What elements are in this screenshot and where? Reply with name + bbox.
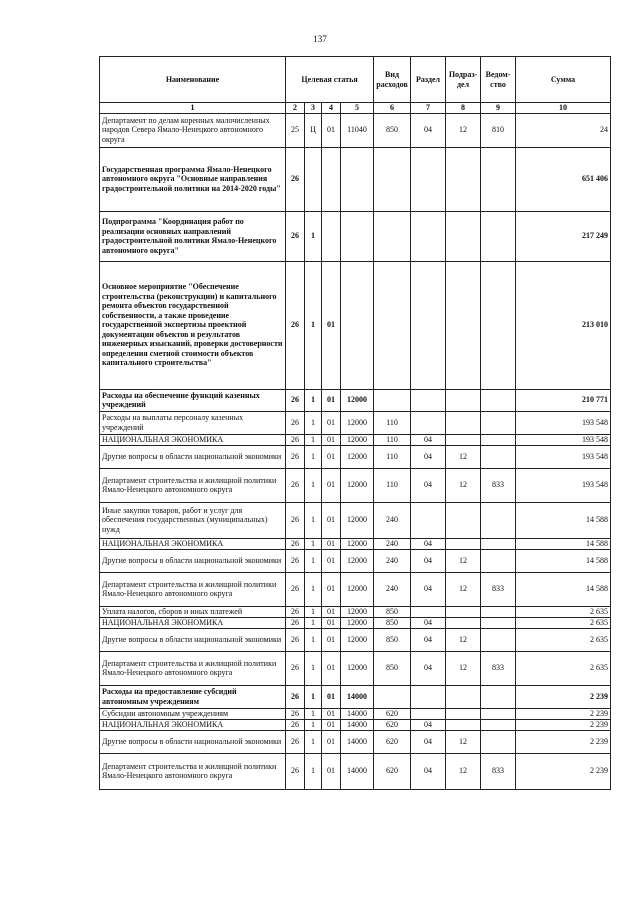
department-cell: 833 <box>481 651 516 685</box>
subsection-cell <box>446 411 481 434</box>
section-cell <box>411 389 446 411</box>
target-article-activity-cell: 01 <box>322 389 341 411</box>
amount-cell: 213 010 <box>516 261 611 389</box>
row-name-cell: Департамент по делам коренных малочисленных народов Севера Ямало-Ненецкого автономного округа <box>100 113 286 147</box>
department-cell <box>481 538 516 549</box>
target-article-subprogram-cell: 1 <box>305 753 322 789</box>
target-article-program-cell: 26 <box>286 411 305 434</box>
subsection-cell: 12 <box>446 730 481 753</box>
target-article-program-cell: 26 <box>286 147 305 211</box>
target-article-activity-cell: 01 <box>322 572 341 606</box>
column-number: 5 <box>341 103 374 114</box>
department-cell <box>481 261 516 389</box>
target-article-program-cell: 26 <box>286 628 305 651</box>
subsection-cell <box>446 389 481 411</box>
target-article-subprogram-cell: 1 <box>305 445 322 468</box>
target-article-subprogram-cell: 1 <box>305 411 322 434</box>
amount-cell: 2 635 <box>516 628 611 651</box>
target-article-program-cell: 26 <box>286 753 305 789</box>
department-cell: 833 <box>481 753 516 789</box>
expense-type-cell: 110 <box>374 468 411 502</box>
column-number: 8 <box>446 103 481 114</box>
subsection-cell <box>446 211 481 261</box>
target-article-subprogram-cell: 1 <box>305 685 322 708</box>
expense-type-cell: 110 <box>374 445 411 468</box>
row-name-cell: Расходы на обеспечение функций казенных учреждений <box>100 389 286 411</box>
table-row <box>100 628 611 651</box>
header-section: Раздел <box>411 57 446 103</box>
section-cell: 04 <box>411 730 446 753</box>
section-cell: 04 <box>411 628 446 651</box>
target-article-direction-cell: 14000 <box>341 753 374 789</box>
section-cell: 04 <box>411 113 446 147</box>
target-article-subprogram-cell: 1 <box>305 468 322 502</box>
target-article-activity-cell: 01 <box>322 628 341 651</box>
subsection-cell: 12 <box>446 468 481 502</box>
target-article-program-cell: 25 <box>286 113 305 147</box>
department-cell <box>481 719 516 730</box>
row-name-cell: Основное мероприятие "Обеспечение строительства (реконструкции) и капитального ремонта объектов государственной собственности, а также проведение государственной экспертизы проектной документации объектов и результатов инженерных изысканий, проверки достоверности определения сметной стоимости объектов капитального строительства" <box>100 261 286 389</box>
department-cell <box>481 445 516 468</box>
target-article-activity-cell: 01 <box>322 549 341 572</box>
table-row <box>100 113 611 147</box>
table-row <box>100 538 611 549</box>
column-numbers-row <box>100 103 611 114</box>
target-article-direction-cell: 12000 <box>341 502 374 538</box>
subsection-cell: 12 <box>446 572 481 606</box>
table-row <box>100 617 611 628</box>
target-article-activity-cell <box>322 211 341 261</box>
target-article-program-cell: 26 <box>286 538 305 549</box>
row-name-cell: НАЦИОНАЛЬНАЯ ЭКОНОМИКА <box>100 719 286 730</box>
expense-type-cell <box>374 685 411 708</box>
target-article-direction-cell: 11040 <box>341 113 374 147</box>
section-cell: 04 <box>411 468 446 502</box>
target-article-program-cell: 26 <box>286 468 305 502</box>
amount-cell: 193 548 <box>516 411 611 434</box>
target-article-activity-cell: 01 <box>322 411 341 434</box>
department-cell <box>481 502 516 538</box>
amount-cell: 651 406 <box>516 147 611 211</box>
column-number: 2 <box>286 103 305 114</box>
amount-cell: 14 588 <box>516 572 611 606</box>
target-article-direction-cell: 12000 <box>341 628 374 651</box>
amount-cell: 2 239 <box>516 685 611 708</box>
row-name-cell: Другие вопросы в области национальной экономики <box>100 730 286 753</box>
column-number: 7 <box>411 103 446 114</box>
row-name-cell: НАЦИОНАЛЬНАЯ ЭКОНОМИКА <box>100 434 286 445</box>
target-article-subprogram-cell: 1 <box>305 572 322 606</box>
target-article-program-cell: 26 <box>286 651 305 685</box>
expense-type-cell: 850 <box>374 628 411 651</box>
subsection-cell <box>446 685 481 708</box>
column-number: 4 <box>322 103 341 114</box>
table-row <box>100 651 611 685</box>
section-cell: 04 <box>411 719 446 730</box>
target-article-direction-cell: 12000 <box>341 445 374 468</box>
target-article-subprogram-cell <box>305 147 322 211</box>
expense-type-cell: 240 <box>374 572 411 606</box>
target-article-direction-cell: 12000 <box>341 411 374 434</box>
department-cell: 833 <box>481 468 516 502</box>
department-cell: 810 <box>481 113 516 147</box>
subsection-cell <box>446 261 481 389</box>
subsection-cell <box>446 538 481 549</box>
column-number: 10 <box>516 103 611 114</box>
department-cell <box>481 411 516 434</box>
table-row <box>100 685 611 708</box>
expense-type-cell: 110 <box>374 411 411 434</box>
department-cell: 833 <box>481 572 516 606</box>
target-article-direction-cell: 12000 <box>341 538 374 549</box>
section-cell: 04 <box>411 617 446 628</box>
table-row <box>100 445 611 468</box>
amount-cell: 2 635 <box>516 617 611 628</box>
table-row <box>100 147 611 211</box>
expense-type-cell: 110 <box>374 434 411 445</box>
row-name-cell: Подпрограмма "Координация работ по реализации основных направлений градостроительной политики Ямало-Ненецкого автономного округа" <box>100 211 286 261</box>
target-article-direction-cell: 12000 <box>341 651 374 685</box>
target-article-subprogram-cell: Ц <box>305 113 322 147</box>
header-department: Ведом-ство <box>481 57 516 103</box>
department-cell <box>481 147 516 211</box>
section-cell: 04 <box>411 651 446 685</box>
subsection-cell <box>446 147 481 211</box>
target-article-activity-cell: 01 <box>322 113 341 147</box>
header-target-article: Целевая статья <box>286 57 374 103</box>
row-name-cell: Департамент строительства и жилищной политики Ямало-Ненецкого автономного округа <box>100 651 286 685</box>
table-row <box>100 719 611 730</box>
expense-type-cell: 850 <box>374 113 411 147</box>
table-row <box>100 708 611 719</box>
target-article-program-cell: 26 <box>286 261 305 389</box>
department-cell <box>481 549 516 572</box>
table-row <box>100 468 611 502</box>
target-article-activity-cell: 01 <box>322 719 341 730</box>
table-body <box>100 113 611 789</box>
target-article-activity-cell: 01 <box>322 502 341 538</box>
subsection-cell: 12 <box>446 651 481 685</box>
section-cell: 04 <box>411 753 446 789</box>
amount-cell: 14 588 <box>516 502 611 538</box>
expense-type-cell <box>374 147 411 211</box>
target-article-activity-cell: 01 <box>322 753 341 789</box>
table-row <box>100 261 611 389</box>
amount-cell: 2 635 <box>516 651 611 685</box>
row-name-cell: Иные закупки товаров, работ и услуг для обеспечения государственных (муниципальных) нужд <box>100 502 286 538</box>
row-name-cell: Департамент строительства и жилищной политики Ямало-Ненецкого автономного округа <box>100 572 286 606</box>
section-cell <box>411 708 446 719</box>
table-header-row <box>100 57 611 103</box>
target-article-subprogram-cell: 1 <box>305 434 322 445</box>
row-name-cell: Департамент строительства и жилищной политики Ямало-Ненецкого автономного округа <box>100 753 286 789</box>
section-cell: 04 <box>411 538 446 549</box>
section-cell <box>411 211 446 261</box>
department-cell <box>481 685 516 708</box>
expense-type-cell: 850 <box>374 617 411 628</box>
expense-type-cell: 850 <box>374 606 411 617</box>
target-article-subprogram-cell: 1 <box>305 389 322 411</box>
department-cell <box>481 708 516 719</box>
target-article-direction-cell: 14000 <box>341 685 374 708</box>
target-article-subprogram-cell: 1 <box>305 719 322 730</box>
section-cell: 04 <box>411 549 446 572</box>
target-article-direction-cell: 12000 <box>341 572 374 606</box>
target-article-subprogram-cell: 1 <box>305 628 322 651</box>
section-cell <box>411 411 446 434</box>
target-article-activity-cell: 01 <box>322 606 341 617</box>
target-article-activity-cell: 01 <box>322 651 341 685</box>
table-row <box>100 211 611 261</box>
target-article-activity-cell: 01 <box>322 445 341 468</box>
target-article-direction-cell <box>341 261 374 389</box>
target-article-activity-cell: 01 <box>322 730 341 753</box>
target-article-activity-cell: 01 <box>322 434 341 445</box>
target-article-program-cell: 26 <box>286 617 305 628</box>
amount-cell: 2 239 <box>516 753 611 789</box>
department-cell <box>481 617 516 628</box>
subsection-cell <box>446 708 481 719</box>
department-cell <box>481 606 516 617</box>
subsection-cell: 12 <box>446 753 481 789</box>
target-article-direction-cell: 12000 <box>341 549 374 572</box>
row-name-cell: Уплата налогов, сборов и иных платежей <box>100 606 286 617</box>
target-article-activity-cell: 01 <box>322 617 341 628</box>
target-article-program-cell: 26 <box>286 685 305 708</box>
target-article-activity-cell: 01 <box>322 538 341 549</box>
target-article-direction-cell: 12000 <box>341 434 374 445</box>
header-expense-type: Вид расходов <box>374 57 411 103</box>
target-article-activity-cell: 01 <box>322 708 341 719</box>
column-number: 1 <box>100 103 286 114</box>
target-article-direction-cell: 12000 <box>341 617 374 628</box>
row-name-cell: Другие вопросы в области национальной экономики <box>100 445 286 468</box>
target-article-direction-cell: 14000 <box>341 719 374 730</box>
table-row <box>100 389 611 411</box>
target-article-direction-cell <box>341 147 374 211</box>
header-amount: Сумма <box>516 57 611 103</box>
department-cell <box>481 211 516 261</box>
table-row <box>100 753 611 789</box>
section-cell <box>411 606 446 617</box>
target-article-program-cell: 26 <box>286 572 305 606</box>
target-article-program-cell: 26 <box>286 434 305 445</box>
department-cell <box>481 389 516 411</box>
amount-cell: 2 239 <box>516 719 611 730</box>
target-article-subprogram-cell: 1 <box>305 651 322 685</box>
target-article-direction-cell: 12000 <box>341 606 374 617</box>
section-cell <box>411 261 446 389</box>
section-cell <box>411 685 446 708</box>
department-cell <box>481 730 516 753</box>
table-row <box>100 502 611 538</box>
header-subsection: Подраз-дел <box>446 57 481 103</box>
expense-type-cell: 620 <box>374 719 411 730</box>
section-cell <box>411 502 446 538</box>
section-cell: 04 <box>411 434 446 445</box>
amount-cell: 14 588 <box>516 538 611 549</box>
table-row <box>100 434 611 445</box>
row-name-cell: НАЦИОНАЛЬНАЯ ЭКОНОМИКА <box>100 617 286 628</box>
expense-type-cell <box>374 389 411 411</box>
target-article-activity-cell <box>322 147 341 211</box>
amount-cell: 2 239 <box>516 708 611 719</box>
target-article-activity-cell: 01 <box>322 261 341 389</box>
expense-type-cell: 850 <box>374 651 411 685</box>
amount-cell: 2 239 <box>516 730 611 753</box>
column-number: 9 <box>481 103 516 114</box>
expense-type-cell: 620 <box>374 708 411 719</box>
row-name-cell: Государственная программа Ямало-Ненецкого автономного округа "Основные направления градостроительной политики на 2014-2020 годы" <box>100 147 286 211</box>
amount-cell: 210 771 <box>516 389 611 411</box>
expense-type-cell: 240 <box>374 549 411 572</box>
target-article-subprogram-cell: 1 <box>305 549 322 572</box>
target-article-program-cell: 26 <box>286 606 305 617</box>
table-row <box>100 411 611 434</box>
target-article-subprogram-cell: 1 <box>305 261 322 389</box>
expense-type-cell: 240 <box>374 502 411 538</box>
row-name-cell: Другие вопросы в области национальной экономики <box>100 628 286 651</box>
target-article-subprogram-cell: 1 <box>305 538 322 549</box>
target-article-direction-cell: 12000 <box>341 389 374 411</box>
section-cell <box>411 147 446 211</box>
row-name-cell: НАЦИОНАЛЬНАЯ ЭКОНОМИКА <box>100 538 286 549</box>
target-article-subprogram-cell: 1 <box>305 708 322 719</box>
amount-cell: 217 249 <box>516 211 611 261</box>
target-article-activity-cell: 01 <box>322 685 341 708</box>
target-article-program-cell: 26 <box>286 211 305 261</box>
row-name-cell: Расходы на выплаты персоналу казенных учреждений <box>100 411 286 434</box>
table-row <box>100 549 611 572</box>
target-article-program-cell: 26 <box>286 389 305 411</box>
target-article-subprogram-cell: 1 <box>305 211 322 261</box>
budget-table <box>99 56 611 790</box>
department-cell <box>481 434 516 445</box>
page-number: 137 <box>313 34 327 44</box>
subsection-cell: 12 <box>446 445 481 468</box>
target-article-direction-cell <box>341 211 374 261</box>
target-article-subprogram-cell: 1 <box>305 502 322 538</box>
subsection-cell <box>446 719 481 730</box>
subsection-cell <box>446 434 481 445</box>
target-article-program-cell: 26 <box>286 708 305 719</box>
table-row <box>100 572 611 606</box>
amount-cell: 193 548 <box>516 445 611 468</box>
expense-type-cell <box>374 211 411 261</box>
row-name-cell: Субсидии автономным учреждениям <box>100 708 286 719</box>
amount-cell: 193 548 <box>516 468 611 502</box>
row-name-cell: Другие вопросы в области национальной экономики <box>100 549 286 572</box>
target-article-program-cell: 26 <box>286 549 305 572</box>
table-row <box>100 730 611 753</box>
amount-cell: 14 588 <box>516 549 611 572</box>
subsection-cell: 12 <box>446 549 481 572</box>
subsection-cell: 12 <box>446 628 481 651</box>
table-row <box>100 606 611 617</box>
header-name: Наименование <box>100 57 286 103</box>
subsection-cell <box>446 502 481 538</box>
expense-type-cell: 620 <box>374 730 411 753</box>
expense-type-cell: 620 <box>374 753 411 789</box>
section-cell: 04 <box>411 572 446 606</box>
target-article-program-cell: 26 <box>286 730 305 753</box>
row-name-cell: Расходы на предоставление субсидий автономным учреждениям <box>100 685 286 708</box>
target-article-program-cell: 26 <box>286 502 305 538</box>
expense-type-cell <box>374 261 411 389</box>
amount-cell: 24 <box>516 113 611 147</box>
section-cell: 04 <box>411 445 446 468</box>
target-article-subprogram-cell: 1 <box>305 730 322 753</box>
target-article-activity-cell: 01 <box>322 468 341 502</box>
target-article-direction-cell: 14000 <box>341 730 374 753</box>
amount-cell: 2 635 <box>516 606 611 617</box>
subsection-cell <box>446 606 481 617</box>
row-name-cell: Департамент строительства и жилищной политики Ямало-Ненецкого автономного округа <box>100 468 286 502</box>
column-number: 6 <box>374 103 411 114</box>
subsection-cell <box>446 617 481 628</box>
subsection-cell: 12 <box>446 113 481 147</box>
expense-type-cell: 240 <box>374 538 411 549</box>
amount-cell: 193 548 <box>516 434 611 445</box>
department-cell <box>481 628 516 651</box>
target-article-subprogram-cell: 1 <box>305 617 322 628</box>
target-article-direction-cell: 12000 <box>341 468 374 502</box>
target-article-program-cell: 26 <box>286 445 305 468</box>
target-article-program-cell: 26 <box>286 719 305 730</box>
target-article-subprogram-cell: 1 <box>305 606 322 617</box>
target-article-direction-cell: 14000 <box>341 708 374 719</box>
column-number: 3 <box>305 103 322 114</box>
